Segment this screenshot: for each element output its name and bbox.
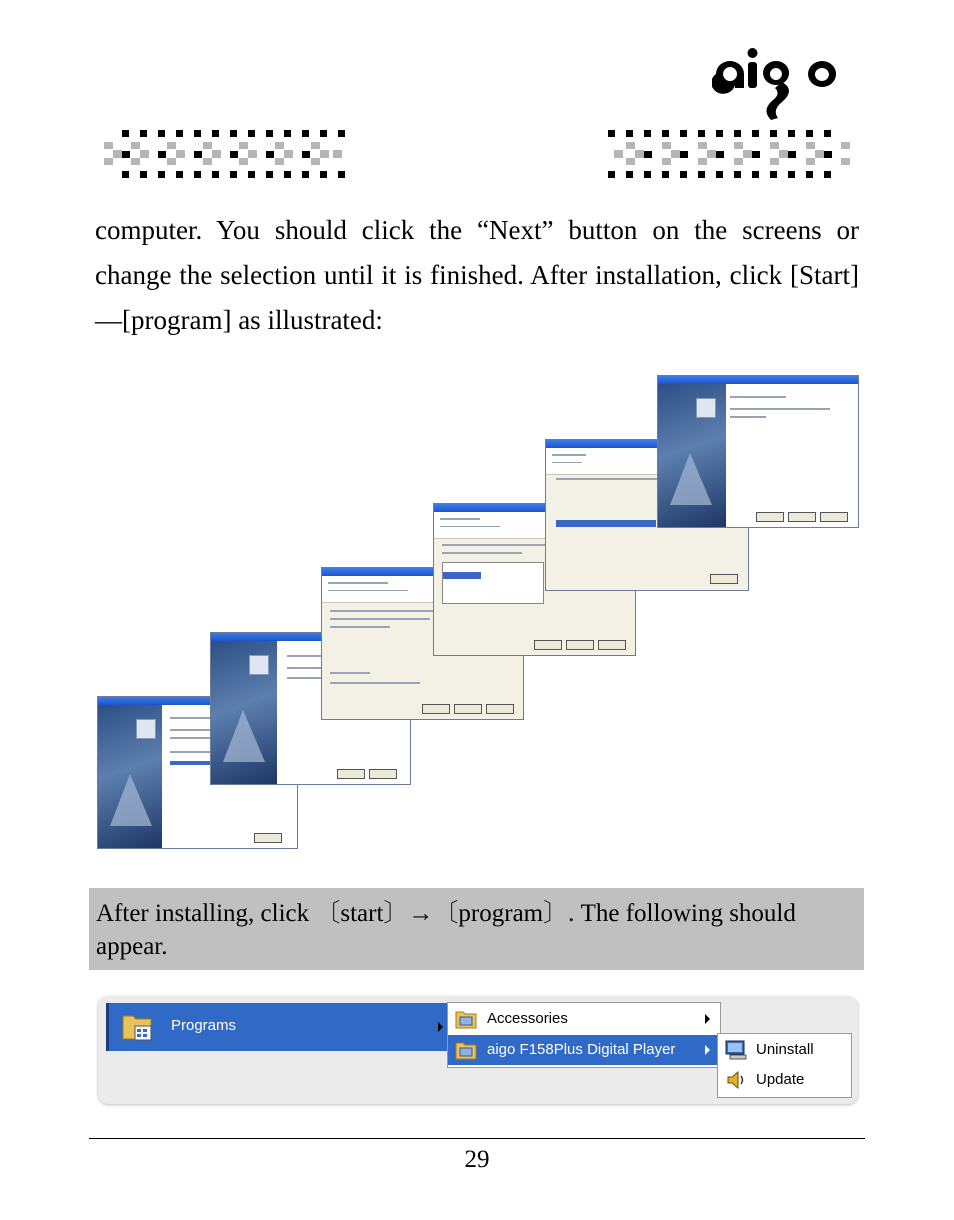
programs-label: Programs bbox=[171, 1017, 237, 1034]
submenu-item-update[interactable] bbox=[718, 1065, 851, 1095]
folder-icon bbox=[455, 1009, 477, 1029]
submenu-item-accessories[interactable] bbox=[448, 1004, 720, 1034]
checker-decoration-right bbox=[606, 128, 850, 180]
player-submenu bbox=[717, 1033, 852, 1098]
submenu-label: Uninstall bbox=[756, 1041, 814, 1058]
chevron-right-icon bbox=[705, 1014, 710, 1024]
submenu-item-uninstall[interactable] bbox=[718, 1035, 851, 1065]
page-number: 29 bbox=[464, 1146, 490, 1173]
programs-menu-item[interactable] bbox=[106, 1003, 451, 1051]
speaker-icon bbox=[724, 1069, 748, 1091]
programs-folder-icon bbox=[121, 1010, 155, 1044]
programs-submenu bbox=[447, 1002, 721, 1068]
folder-icon bbox=[455, 1040, 477, 1060]
caption-box: After installing, click 〔start〕→〔program〕. The following should appear. bbox=[89, 888, 864, 970]
submenu-label: Update bbox=[756, 1071, 805, 1088]
aigo-logo bbox=[712, 40, 842, 120]
submenu-label: Accessories bbox=[487, 1010, 568, 1027]
checker-decoration-left bbox=[104, 128, 348, 180]
uninstall-icon bbox=[724, 1039, 748, 1061]
wizard-window-finish bbox=[657, 375, 859, 528]
instruction-paragraph: computer. You should click the “Next” button on the screens or change the selection until it is finished. After installation, click [Start]—[program] as illustrated: bbox=[95, 215, 859, 335]
submenu-label: aigo F158Plus Digital Player bbox=[487, 1041, 676, 1058]
chevron-right-icon bbox=[705, 1045, 710, 1055]
submenu-item-aigo-player[interactable] bbox=[448, 1035, 720, 1065]
footer-rule bbox=[89, 1138, 865, 1139]
chevron-right-icon bbox=[438, 1022, 443, 1032]
